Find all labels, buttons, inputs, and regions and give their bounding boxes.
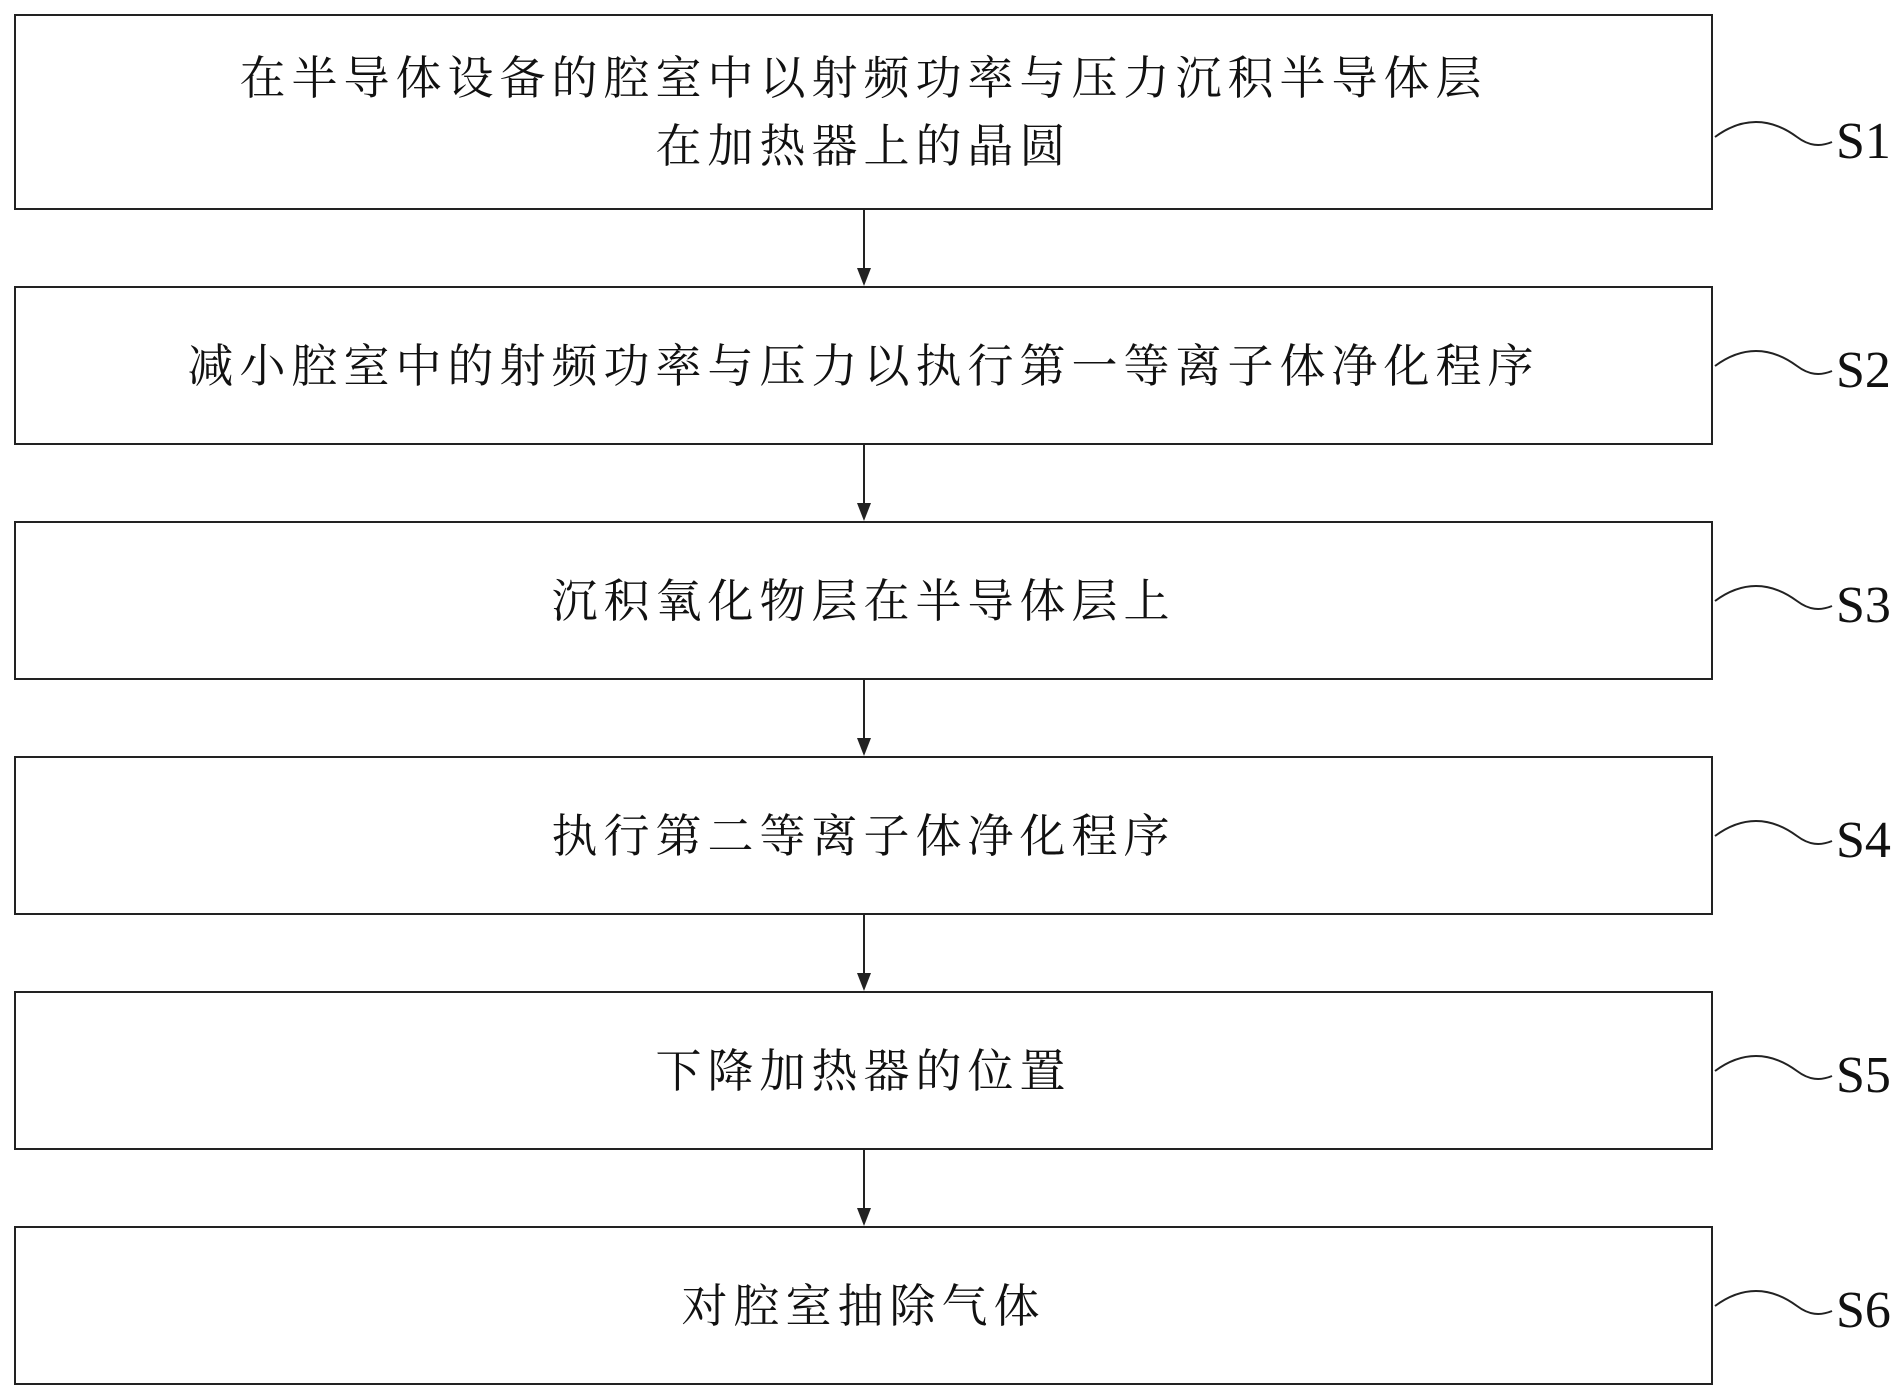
step-label-s3: S3 [1836, 577, 1891, 634]
leader-line-s1 [1715, 122, 1832, 145]
step-text-s4: 执行第二等离子体净化程序 [551, 808, 1176, 863]
leader-line-s5 [1715, 1056, 1832, 1079]
leader-line-s4 [1715, 821, 1832, 844]
step-label-s6: S6 [1836, 1282, 1891, 1339]
step-text-s1-line1: 在半导体设备的腔室中以射频功率与压力沉积半导体层 [239, 51, 1488, 105]
step-label-s1: S1 [1836, 113, 1891, 170]
leader-line-s3 [1715, 586, 1832, 609]
step-label-s4: S4 [1836, 812, 1891, 869]
step-text-s6: 对腔室抽除气体 [681, 1278, 1046, 1333]
step-label-s5: S5 [1836, 1047, 1891, 1104]
step-text-s1-line2: 在加热器上的晶圆 [655, 119, 1072, 173]
leader-line-s2 [1715, 351, 1832, 374]
flow-arrows [857, 210, 871, 1226]
flow-arrowhead-s2-s3 [857, 503, 871, 521]
flow-arrowhead-s1-s2 [857, 268, 871, 286]
step-text-s3: 沉积氧化物层在半导体层上 [551, 573, 1176, 628]
leader-lines [1715, 122, 1832, 1314]
flow-arrowhead-s5-s6 [857, 1208, 871, 1226]
step-text-s2: 减小腔室中的射频功率与压力以执行第一等离子体净化程序 [187, 338, 1540, 393]
flow-arrowhead-s3-s4 [857, 738, 871, 756]
step-text-s5: 下降加热器的位置 [655, 1043, 1072, 1098]
step-label-s2: S2 [1836, 342, 1891, 399]
leader-line-s6 [1715, 1291, 1832, 1314]
flow-arrowhead-s4-s5 [857, 973, 871, 991]
